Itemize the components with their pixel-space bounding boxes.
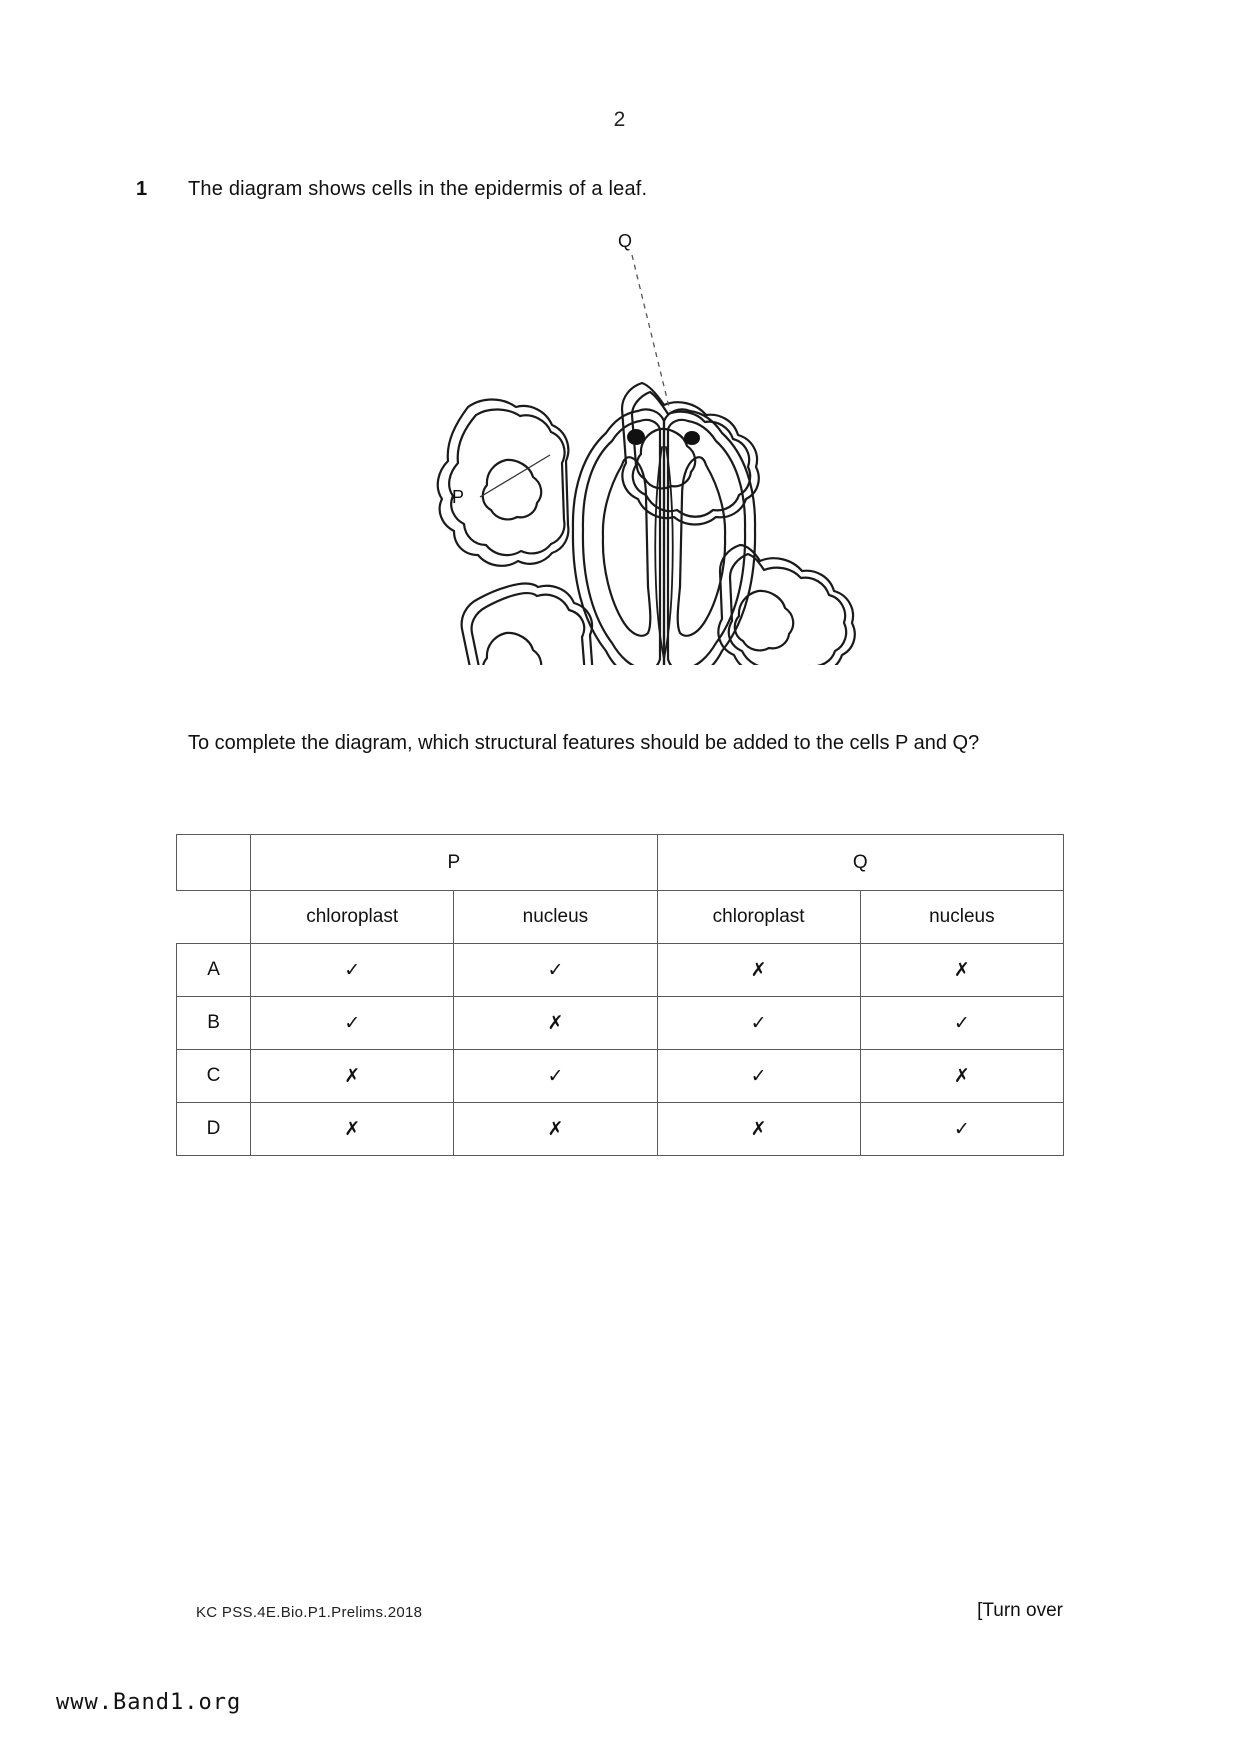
cell-c-p-nucleus: ✓ xyxy=(454,1050,657,1103)
group-header-p: P xyxy=(251,835,657,891)
table-corner-cell-sub xyxy=(177,891,251,944)
option-letter-c: C xyxy=(177,1050,251,1103)
stomata-diagram xyxy=(360,215,900,665)
option-letter-a: A xyxy=(177,944,251,997)
group-header-q: Q xyxy=(657,835,1063,891)
cell-a-p-nucleus: ✓ xyxy=(454,944,657,997)
cell-b-p-chloroplast: ✓ xyxy=(251,997,454,1050)
answer-options-table xyxy=(176,834,1064,1156)
question-prompt: To complete the diagram, which structural features should be added to the cells P and Q? xyxy=(188,732,980,754)
subheader-q-chloroplast: chloroplast xyxy=(657,891,860,944)
cell-a-p-chloroplast: ✓ xyxy=(251,944,454,997)
table-corner-cell xyxy=(177,835,251,891)
question-number: 1 xyxy=(136,178,148,200)
cell-d-p-nucleus: ✗ xyxy=(454,1103,657,1156)
cell-c-q-chloroplast: ✓ xyxy=(657,1050,860,1103)
cell-d-q-chloroplast: ✗ xyxy=(657,1103,860,1156)
watermark-url: www.Band1.org xyxy=(56,1690,242,1715)
table-row[interactable] xyxy=(177,1103,1064,1156)
table-row[interactable] xyxy=(177,944,1064,997)
diagram-label-q: Q xyxy=(618,231,633,251)
footer-turn-over: [Turn over xyxy=(977,1600,1063,1621)
table-row[interactable] xyxy=(177,1050,1064,1103)
diagram-label-p: P xyxy=(452,487,465,507)
page-number: 2 xyxy=(613,108,626,131)
subheader-q-nucleus: nucleus xyxy=(860,891,1063,944)
table-row[interactable] xyxy=(177,997,1064,1050)
cell-c-p-chloroplast: ✗ xyxy=(251,1050,454,1103)
cell-b-p-nucleus: ✗ xyxy=(454,997,657,1050)
footer-paper-code: KC PSS.4E.Bio.P1.Prelims.2018 xyxy=(196,1604,423,1621)
table-header-row xyxy=(177,835,1064,891)
option-letter-d: D xyxy=(177,1103,251,1156)
cell-d-q-nucleus: ✓ xyxy=(860,1103,1063,1156)
cell-b-q-chloroplast: ✓ xyxy=(657,997,860,1050)
option-letter-b: B xyxy=(177,997,251,1050)
subheader-p-nucleus: nucleus xyxy=(454,891,657,944)
table-subheader-row xyxy=(177,891,1064,944)
cell-c-q-nucleus: ✗ xyxy=(860,1050,1063,1103)
subheader-p-chloroplast: chloroplast xyxy=(251,891,454,944)
question-stem: The diagram shows cells in the epidermis of a leaf. xyxy=(188,178,648,200)
cell-b-q-nucleus: ✓ xyxy=(860,997,1063,1050)
cell-a-q-chloroplast: ✗ xyxy=(657,944,860,997)
cell-a-q-nucleus: ✗ xyxy=(860,944,1063,997)
cell-d-p-chloroplast: ✗ xyxy=(251,1103,454,1156)
